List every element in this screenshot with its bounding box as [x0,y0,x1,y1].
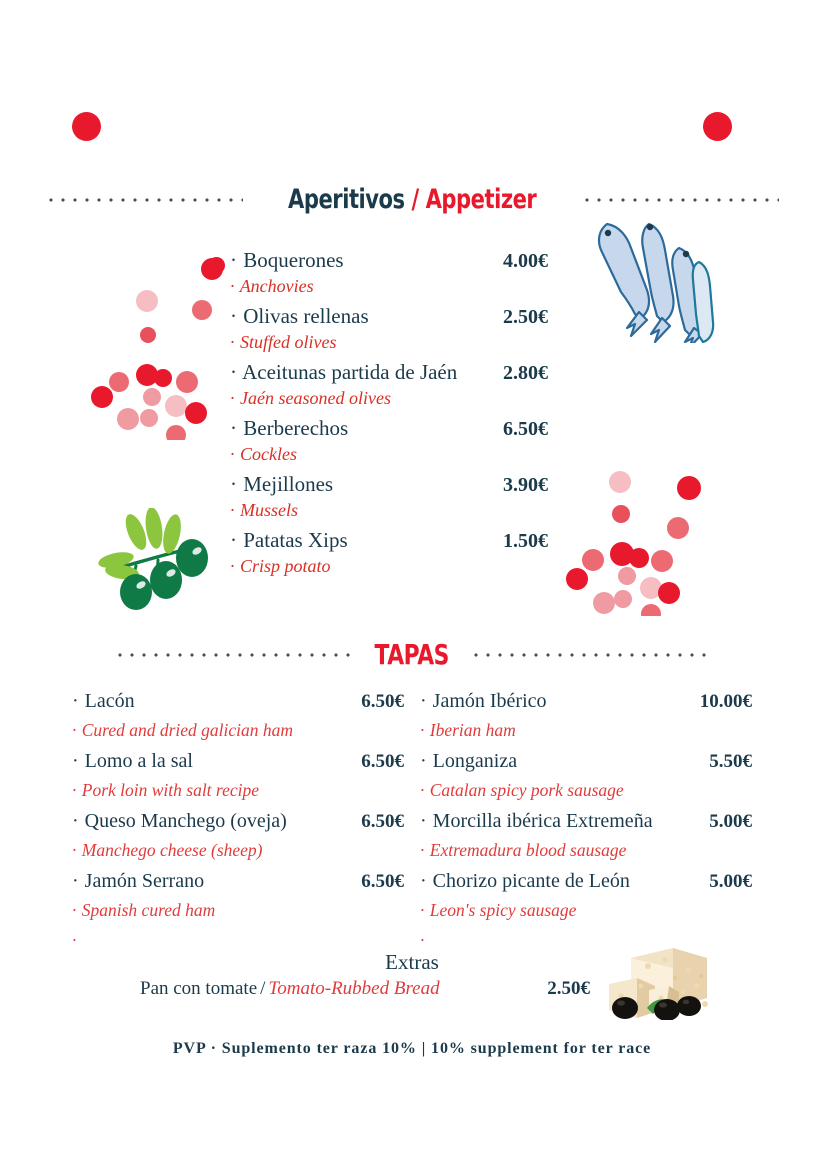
tapas-name-text: Jamón Ibérico [432,690,547,712]
appetizer-translation-text: Jaén seasoned olives [240,388,391,408]
appetizer-translation: · Stuffed olives [230,332,337,352]
tapas-columns [72,690,752,944]
appetizer-name-text: Mejillones [243,472,334,496]
cheese-and-olives-illustration [603,942,715,1020]
tapas-row [72,750,404,780]
tapas-column-left [72,690,404,944]
extras-translation: Tomato-Rubbed Bread [268,978,440,999]
appetizers-title-en: Appetizer [425,184,537,215]
dotted-leader-right [470,653,710,657]
footer-note: PVP · Suplemento ter raza 10% | 10% supplement for ter race [172,1040,652,1057]
tapas-price: 6.50€ [361,751,404,772]
appetizer-name-text: Patatas Xips [243,528,348,552]
appetizer-price: 1.50€ [503,530,548,552]
tapas-price: 5.00€ [709,811,752,832]
appetizer-translation-text: Cockles [240,444,297,464]
tapas-translation: · Cured and dried galician ham [72,720,294,740]
appetizer-translation: · Anchovies [230,276,314,296]
tapas-column-right [420,690,752,944]
corner-dot-left [72,112,101,141]
appetizer-name-text: Berberechos [243,416,349,440]
appetizer-row [230,360,548,388]
red-dot-cluster-right [556,466,716,616]
tapas-name: · Jamón Ibérico [420,690,547,712]
tapas-name: · Longaniza [420,750,518,772]
tapas-translation-text: Spanish cured ham [81,900,216,920]
appetizer-name: · Aceitunas partida de Jaén [230,360,458,384]
extras-title: Extras [385,950,439,974]
tapas-translation-text: Manchego cheese (sheep) [81,840,263,860]
tapas-translation: · Iberian ham [420,720,516,740]
tapas-row [420,870,752,900]
tapas-price: 6.50€ [361,871,404,892]
tapas-title-text: TAPAS [374,638,450,671]
appetizer-name: · Berberechos [230,416,349,440]
appetizer-translation-text: Mussels [240,500,298,520]
tapas-price: 6.50€ [361,691,404,712]
tapas-name: · Jamón Serrano [72,870,205,892]
appetizer-name-text: Olivas rellenas [243,304,369,328]
tapas-name: · Chorizo picante de León [420,870,630,892]
tapas-translation: · Catalan spicy pork sausage [420,780,624,800]
tapas-row [420,750,752,780]
corner-dot-right [703,112,732,141]
appetizer-row [230,248,548,276]
extras-price: 2.50€ [547,978,590,999]
tapas-translation: · Pork loin with salt recipe [72,780,259,800]
tapas-name-text: Lacón [84,690,135,712]
tapas-name-text: Jamón Serrano [84,870,205,892]
tapas-translation-text: Cured and dried galician ham [81,720,294,740]
appetizer-name: · Mejillones [230,472,334,496]
extras-row [140,978,590,1000]
dotted-leader-left [45,198,243,202]
tapas-translation-text: Leon's spicy sausage [429,900,577,920]
tapas-price: 6.50€ [361,811,404,832]
appetizer-price: 6.50€ [503,418,548,440]
tapas-price: 5.00€ [709,871,752,892]
dotted-leader-right [581,198,779,202]
olive-branch-illustration [96,508,214,610]
appetizer-price: 3.90€ [503,474,548,496]
tapas-translation: · Manchego cheese (sheep) [72,840,263,860]
tapas-name: · Queso Manchego (oveja) [72,810,287,832]
tapas-name: · Lacón [72,690,135,712]
tapas-title [374,638,450,671]
appetizers-title-separator: / [411,184,419,215]
tapas-name-text: Chorizo picante de León [432,870,630,892]
appetizer-name-text: Boquerones [243,248,344,272]
tapas-name-text: Longaniza [432,750,518,772]
tapas-translation: · Leon's spicy sausage [420,900,577,920]
appetizers-title-es: Aperitivos [287,184,405,215]
tapas-translation-text: Catalan spicy pork sausage [429,780,624,800]
red-dot-cluster-left [90,255,240,440]
tapas-row [72,690,404,720]
tapas-price: 10.00€ [699,691,752,712]
appetizer-translation-text: Anchovies [239,276,314,296]
tapas-name: · Lomo a la sal [72,750,193,772]
appetizer-translation: · Cockles [230,444,297,464]
tapas-translation-text: Iberian ham [429,720,516,740]
tapas-name: · Morcilla ibérica Extremeña [420,810,653,832]
appetizer-price: 2.80€ [503,362,548,384]
tapas-translation-text: Extremadura blood sausage [429,840,627,860]
appetizer-row [230,472,548,500]
appetizer-name: · Olivas rellenas [230,304,369,328]
appetizers-title [288,186,536,213]
appetizer-row [230,416,548,444]
tapas-row [420,810,752,840]
tapas-name-text: Morcilla ibérica Extremeña [432,810,653,832]
appetizer-price: 4.00€ [503,250,548,272]
appetizer-translation-text: Stuffed olives [240,332,337,352]
appetizers-section-header [0,186,824,213]
appetizer-translation: · Jaén seasoned olives [230,388,391,408]
appetizer-marker-dot [208,257,225,274]
appetizers-list [230,248,548,584]
anchovies-illustration [565,218,725,343]
appetizer-name: · Boquerones [230,248,344,272]
appetizer-price: 2.50€ [503,306,548,328]
tapas-row [420,690,752,720]
tapas-price: 5.50€ [709,751,752,772]
dotted-leader-left [114,653,354,657]
tapas-name-text: Queso Manchego (oveja) [84,810,287,832]
tapas-translation: · Extremadura blood sausage [420,840,627,860]
tapas-translation-text: Pork loin with salt recipe [81,780,259,800]
appetizer-translation-text: Crisp potato [240,556,331,576]
tapas-translation: · Spanish cured ham [72,900,216,920]
tapas-row [72,870,404,900]
extras-name: Pan con tomate [140,978,258,999]
tapas-row-clipped: · [420,930,426,944]
appetizer-translation: · Mussels [230,500,298,520]
tapas-section-header [0,638,824,671]
tapas-row-clipped: · [72,930,78,944]
appetizer-name-text: Aceitunas partida de Jaén [242,360,458,384]
extras-separator: / [260,978,266,999]
tapas-row [72,810,404,840]
tapas-name-text: Lomo a la sal [84,750,193,772]
appetizer-translation: · Crisp potato [230,556,331,576]
appetizer-row [230,304,548,332]
appetizer-name: · Patatas Xips [230,528,348,552]
appetizer-row [230,528,548,556]
